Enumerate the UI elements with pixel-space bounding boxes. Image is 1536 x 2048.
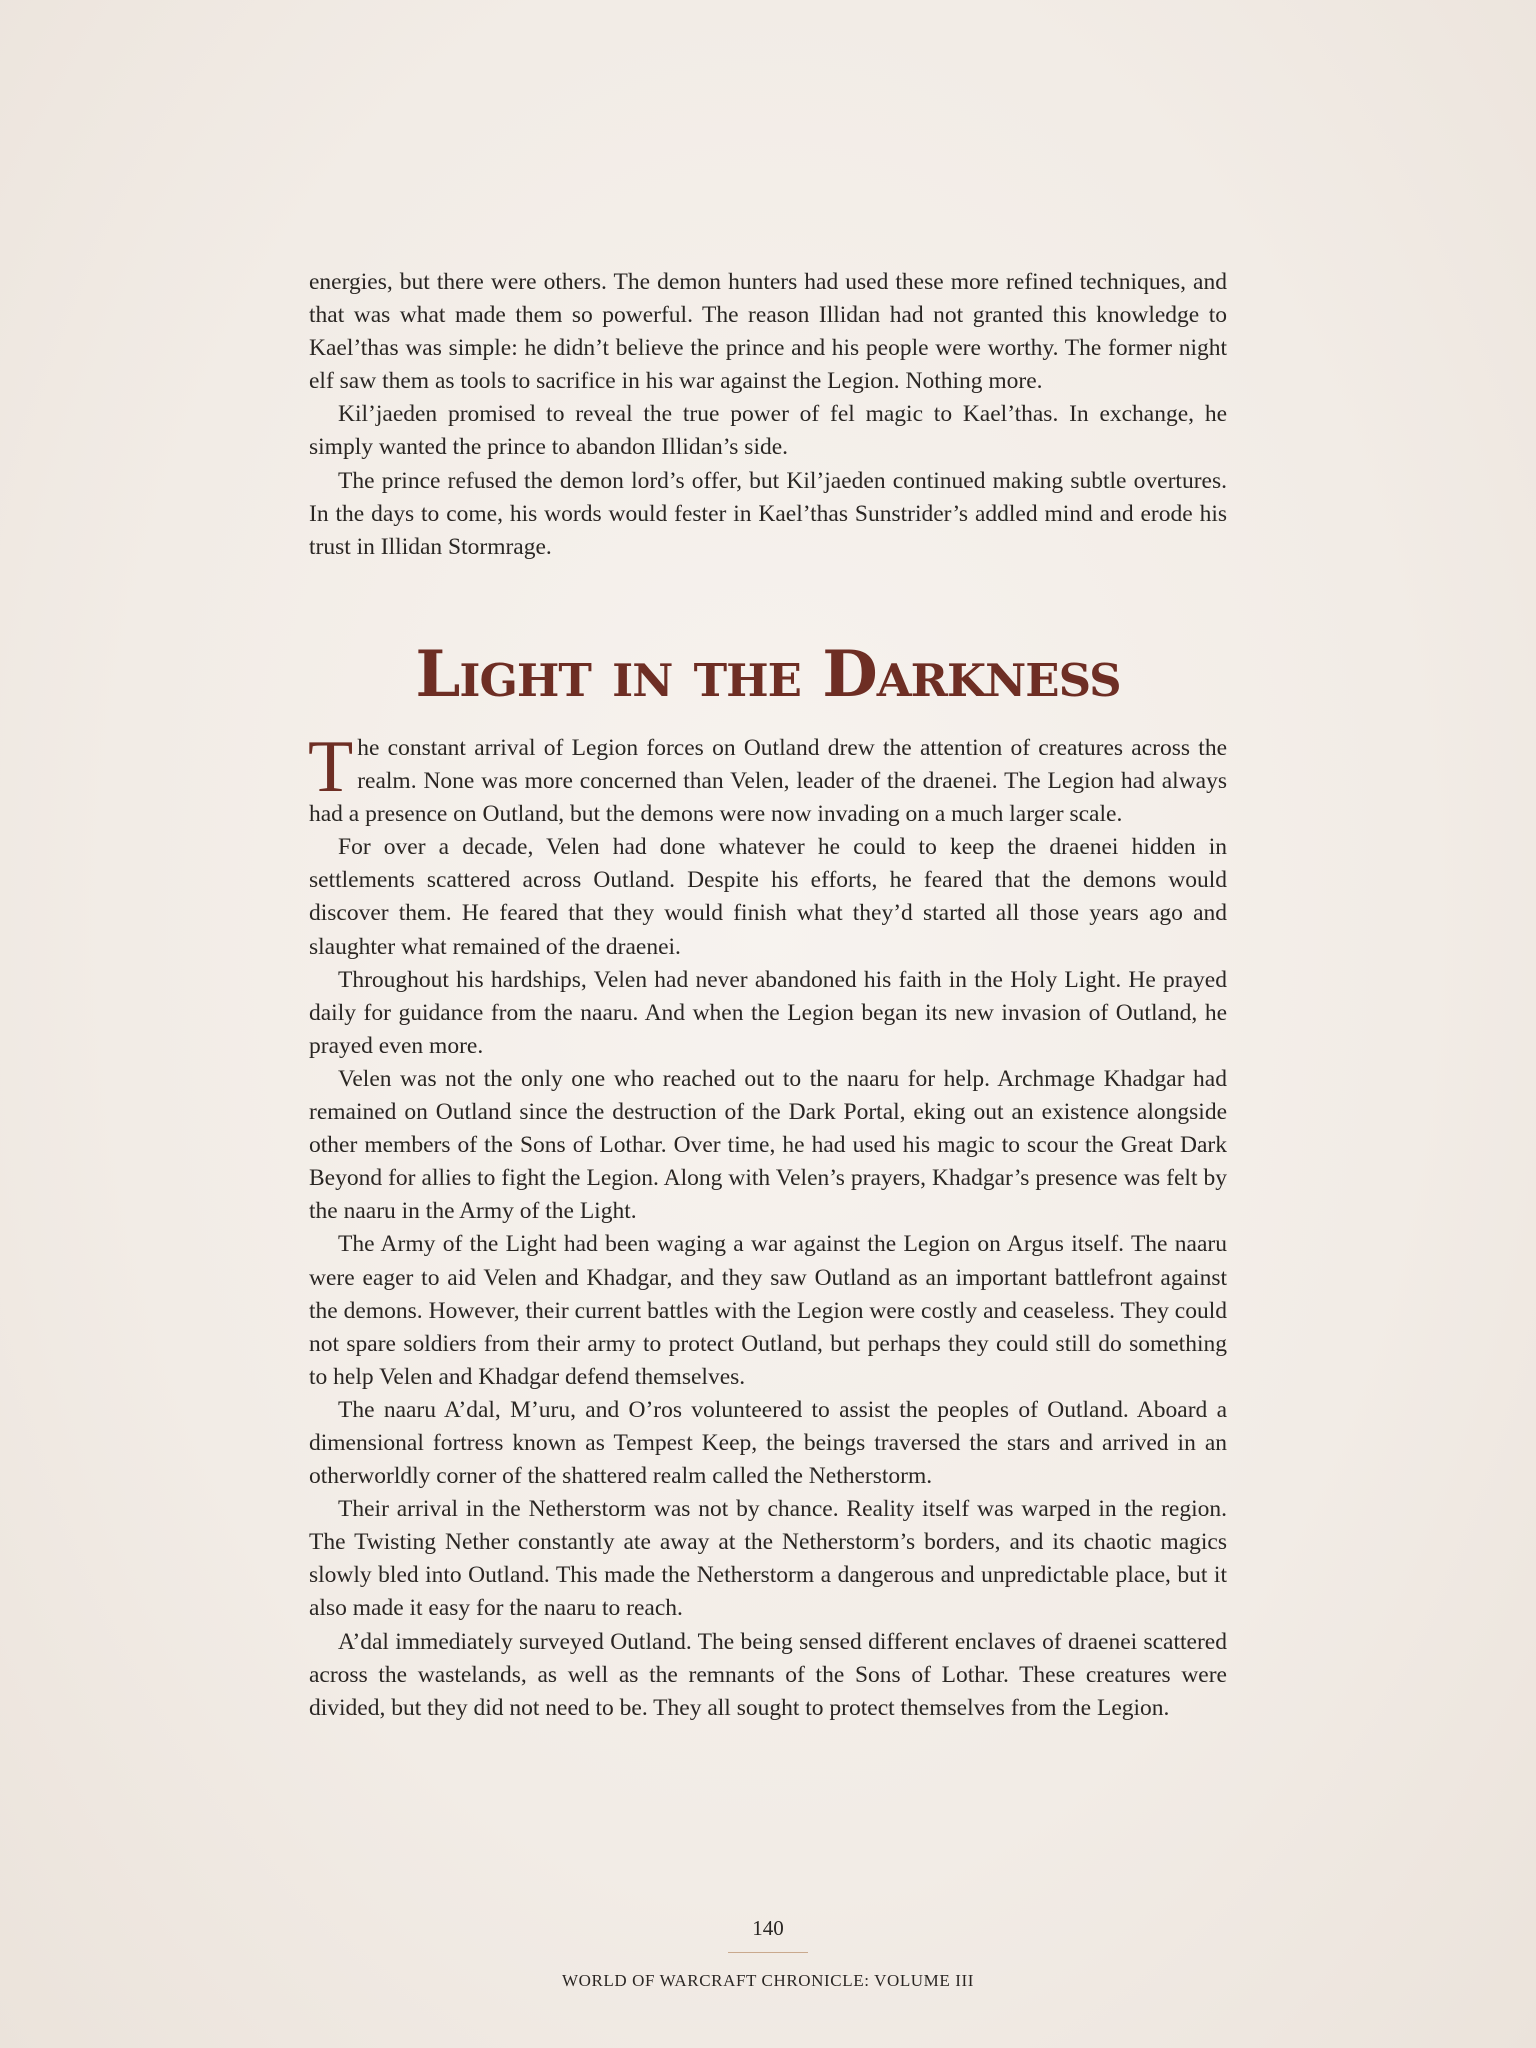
chapter-paragraph: The naaru A’dal, M’uru, and O’ros volunteered to assist the peoples of Outland. Aboard a dimensional fortress known as Tempest Keep, the beings traversed the stars and arrived in an otherworldly corner of the shattered realm called the Netherstorm. [309, 1396, 1227, 1490]
intro-paragraph: The prince refused the demon lord’s offer, but Kil’jaeden continued making subtle overtures. In the days to come, his words would fester in Kael’thas Sunstrider’s addled mind and erode his trust in Illidan Stormrage. [309, 467, 1227, 560]
drop-cap: T [308, 726, 354, 808]
first-paragraph-text: he constant arrival of Legion forces on Outland drew the attention of creatures across the realm. None was more concerned than Velen, leader of the draenei. The Legion had always had a presence on Outland, but the demons were now invading on a much larger scale. [309, 735, 1227, 828]
chapter-paragraph: A’dal immediately surveyed Outland. The being sensed different enclaves of draenei scattered across the wastelands, as well as the remnants of the Sons of Lothar. These creatures were divided, but they did not need to be. They all sought to protect themselves from the Legion. [309, 1628, 1227, 1721]
intro-paragraph: Kil’jaeden promised to reveal the true power of fel magic to Kael’thas. In exchange, he simply wanted the prince to abandon Illidan’s side. [309, 401, 1227, 461]
page-number: 140 [752, 1916, 784, 1940]
chapter-paragraph: Throughout his hardships, Velen had never abandoned his faith in the Holy Light. He prayed daily for guidance from the naaru. And when the Legion began its new invasion of Outland, he prayed even more. [309, 966, 1227, 1059]
intro-paragraph: energies, but there were others. The demon hunters had used these more refined techniques, and that was what made them so powerful. The reason Illidan had not granted this knowledge to Kael’thas was simple: he didn’t believe the prince and his people were worthy. The former night elf saw them as tools to sacrifice in his war against the Legion. Nothing more. [309, 269, 1227, 395]
chapter-paragraph: Their arrival in the Netherstorm was not by chance. Reality itself was warped in the region. The Twisting Nether constantly ate away at the Netherstorm’s borders, and its chaotic magics slowly bled into Outland. This made the Netherstorm a dangerous and unpredictable place, but it also made it easy for the naaru to reach. [309, 1496, 1227, 1622]
chapter-paragraph: The Army of the Light had been waging a war against the Legion on Argus itself. The naaru were eager to aid Velen and Khadgar, and they saw Outland as an important battlefront against the demons. However, their current battles with the Legion were costly and ceaseless. They could not spare soldiers from their army to protect Outland, but perhaps they could still do something to help Velen and Khadgar defend themselves. [309, 1231, 1227, 1390]
chapter-text-block [308, 726, 1227, 1725]
running-footer-title: WORLD OF WARCRAFT CHRONICLE: VOLUME III [561, 1971, 975, 1990]
chapter-first-paragraph [308, 726, 1227, 831]
chapter-title: Light in the Darkness [415, 637, 1121, 712]
intro-text-block [309, 266, 1227, 564]
footer-divider [728, 1952, 808, 1953]
chapter-paragraph: Velen was not the only one who reached out to the naaru for help. Archmage Khadgar had remained on Outland since the destruction of the Dark Portal, eking out an existence alongside other members of the Sons of Lothar. Over time, he had used his magic to scour the Great Dark Beyond for allies to fight the Legion. Along with Velen’s prayers, Khadgar’s presence was felt by the naaru in the Army of the Light. [309, 1065, 1227, 1225]
chapter-paragraph: For over a decade, Velen had done whatever he could to keep the draenei hidden in settlements scattered across Outland. Despite his efforts, he feared that the demons would discover them. He feared that they would finish what they’d started all those years ago and slaughter what remained of the draenei. [309, 834, 1227, 960]
